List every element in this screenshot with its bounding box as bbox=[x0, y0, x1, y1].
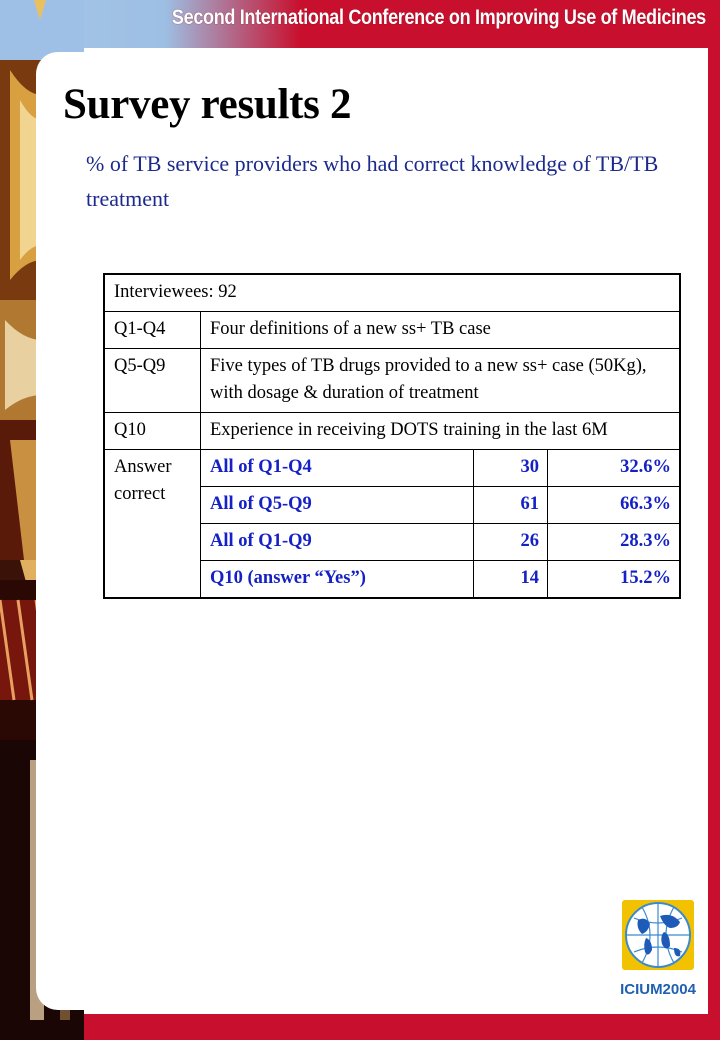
result-percent: 28.3% bbox=[548, 524, 681, 561]
survey-results-table bbox=[103, 273, 681, 599]
question-description: Experience in receiving DOTS training in the last 6M bbox=[201, 413, 681, 450]
slide-title: Survey results 2 bbox=[63, 81, 352, 128]
result-label: All of Q1-Q4 bbox=[201, 450, 474, 487]
question-code: Q5-Q9 bbox=[104, 349, 201, 413]
result-label: All of Q5-Q9 bbox=[201, 487, 474, 524]
result-count: 61 bbox=[474, 487, 548, 524]
result-percent: 66.3% bbox=[548, 487, 681, 524]
result-label: All of Q1-Q9 bbox=[201, 524, 474, 561]
result-count: 14 bbox=[474, 561, 548, 599]
logo-text: ICIUM2004 bbox=[620, 981, 696, 998]
header-banner bbox=[0, 0, 720, 48]
interviewees-cell: Interviewees: 92 bbox=[104, 274, 680, 312]
result-percent: 32.6% bbox=[548, 450, 681, 487]
question-code: Q10 bbox=[104, 413, 201, 450]
answer-correct-label: Answer correct bbox=[104, 450, 201, 599]
table-row bbox=[104, 312, 680, 349]
right-border-strip bbox=[708, 48, 720, 1040]
table-row bbox=[104, 450, 680, 487]
result-percent: 15.2% bbox=[548, 561, 681, 599]
table-row bbox=[104, 349, 680, 413]
icium-logo bbox=[618, 898, 698, 1006]
bottom-border-strip bbox=[0, 1014, 720, 1040]
question-description: Five types of TB drugs provided to a new ss+ case (50Kg), with dosage & duration of treatment bbox=[201, 349, 681, 413]
table-row bbox=[104, 413, 680, 450]
question-code: Q1-Q4 bbox=[104, 312, 201, 349]
question-description: Four definitions of a new ss+ TB case bbox=[201, 312, 681, 349]
result-label: Q10 (answer “Yes”) bbox=[201, 561, 474, 599]
result-count: 30 bbox=[474, 450, 548, 487]
table-row bbox=[104, 274, 680, 312]
slide-subtitle: % of TB service providers who had correct knowledge of TB/TB treatment bbox=[86, 151, 659, 211]
result-count: 26 bbox=[474, 524, 548, 561]
conference-title: Second International Conference on Improving Use of Medicines bbox=[172, 6, 706, 29]
